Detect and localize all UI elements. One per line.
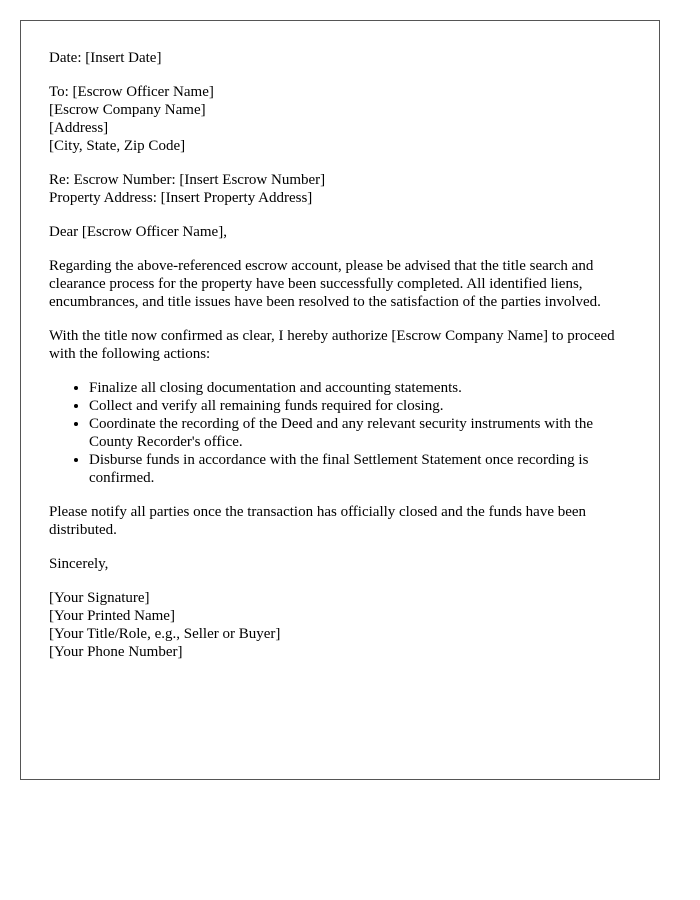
actions-list	[49, 379, 631, 487]
reference-escrow-number: Re: Escrow Number: [Insert Escrow Number]	[49, 172, 326, 188]
closing: Sincerely,	[49, 556, 109, 572]
recipient-address: [Address]	[49, 120, 109, 136]
printed-name-line: [Your Printed Name]	[49, 608, 175, 624]
letter-page	[20, 20, 660, 780]
date-block	[49, 49, 631, 67]
body-paragraph-1: Regarding the above-referenced escrow account, please be advised that the title search and clearance process for the property have been successfully completed. All identified liens, encumbrances, and title issues have been resolved to the satisfaction of the parties involved.	[49, 258, 601, 310]
reference-property-address: Property Address: [Insert Property Address]	[49, 190, 313, 206]
date-line: Date: [Insert Date]	[49, 50, 162, 66]
title-role-line: [Your Title/Role, e.g., Seller or Buyer]	[49, 626, 281, 642]
body-paragraph-3: Please notify all parties once the transaction has officially closed and the funds have been distributed.	[49, 504, 587, 538]
recipient-to: To: [Escrow Officer Name]	[49, 84, 214, 100]
list-item: • Disburse funds in accordance with the final Settlement Statement once recording is confirmed.	[89, 451, 631, 487]
recipient-company: [Escrow Company Name]	[49, 102, 206, 118]
list-item: • Collect and verify all remaining funds required for closing.	[89, 397, 631, 415]
signature-line: [Your Signature]	[49, 590, 150, 606]
salutation: Dear [Escrow Officer Name],	[49, 224, 227, 240]
recipient-city-state-zip: [City, State, Zip Code]	[49, 138, 186, 154]
list-item: • Coordinate the recording of the Deed and any relevant security instruments with the County Recorder's office.	[89, 415, 631, 451]
phone-line: [Your Phone Number]	[49, 644, 183, 660]
body-paragraph-2: With the title now confirmed as clear, I hereby authorize [Escrow Company Name] to proceed with the following actions:	[49, 328, 615, 362]
list-item: • Finalize all closing documentation and accounting statements.	[89, 379, 631, 397]
signature-block	[49, 589, 631, 661]
recipient-block	[49, 83, 631, 155]
reference-block	[49, 171, 631, 207]
